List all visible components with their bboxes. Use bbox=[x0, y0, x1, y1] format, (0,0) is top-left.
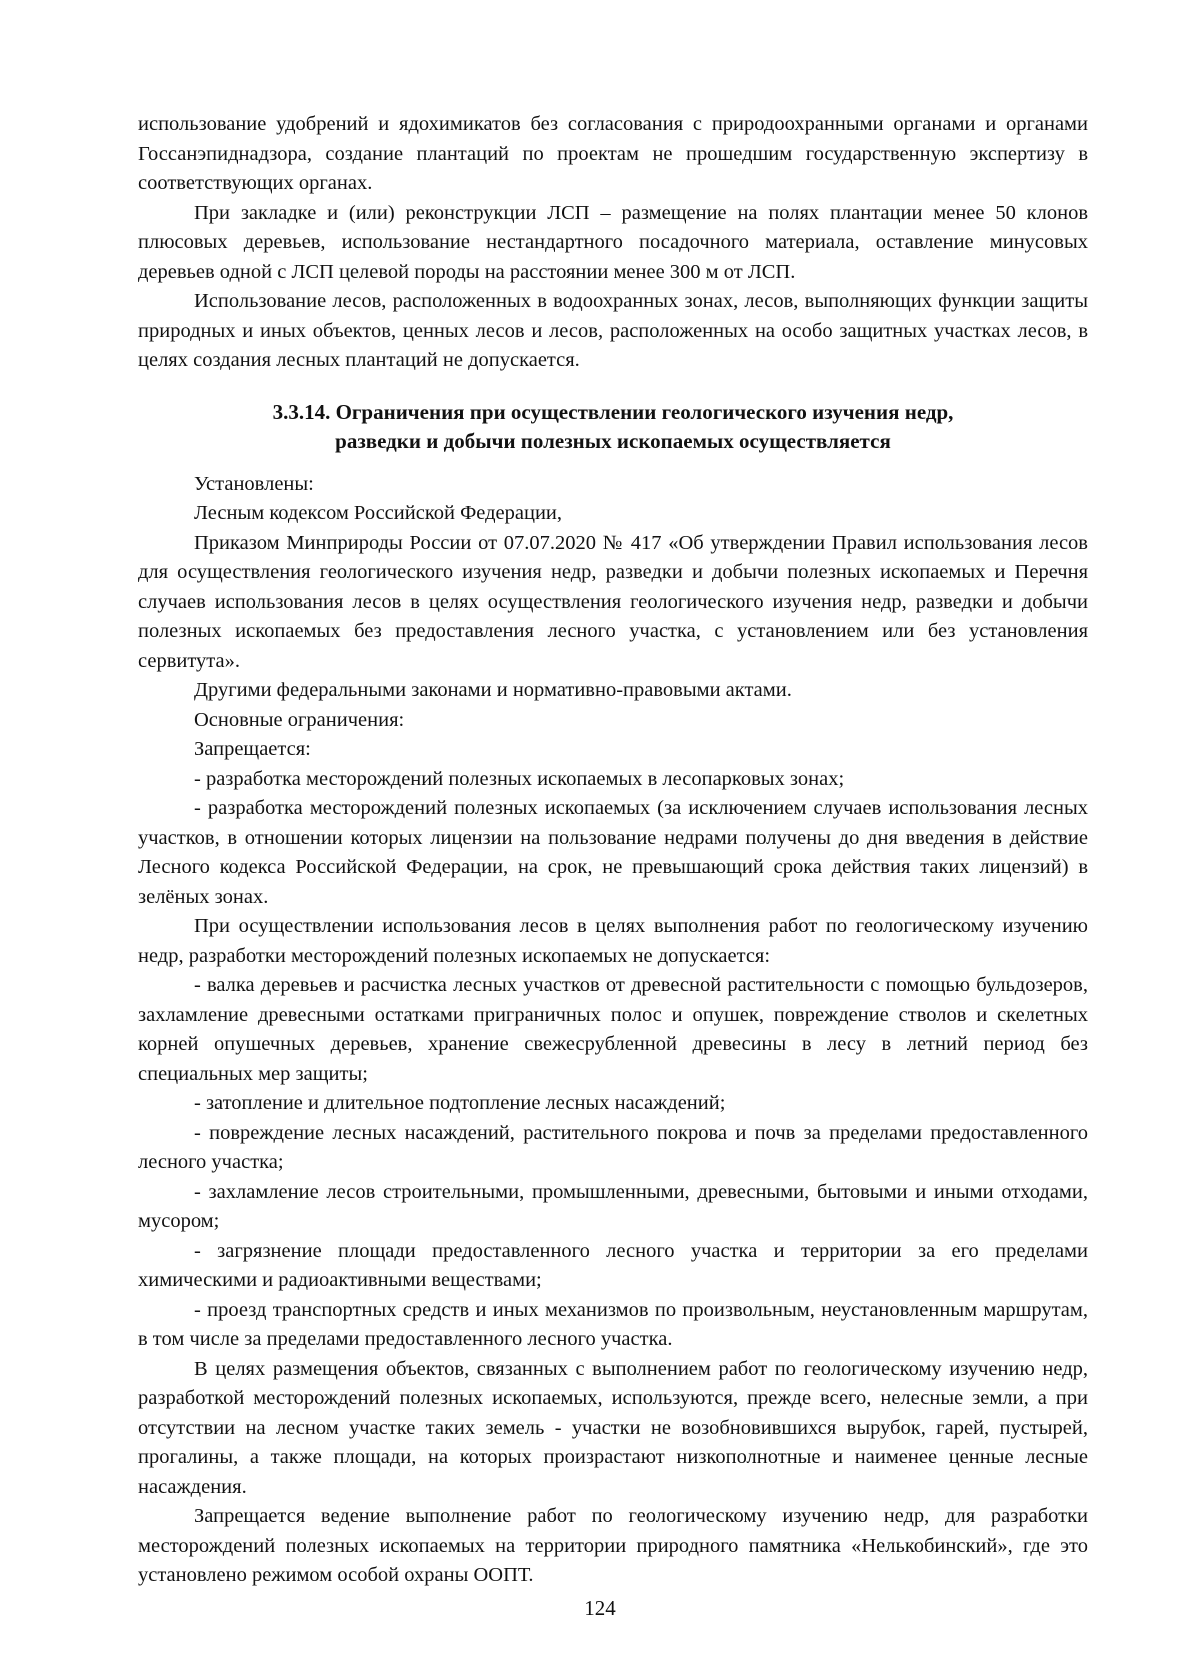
section-heading-line-2: разведки и добычи полезных ископаемых осуществляется bbox=[335, 428, 891, 453]
body-paragraph: Другими федеральными законами и нормативно-правовыми актами. bbox=[194, 679, 792, 701]
list-item: - затопление и длительное подтопление лесных насаждений; bbox=[194, 1092, 726, 1114]
page-number: 124 bbox=[584, 1596, 616, 1620]
section-heading-line-1: 3.3.14. Ограничения при осуществлении геологического изучения недр, bbox=[272, 399, 954, 424]
list-item: - разработка месторождений полезных ископаемых (за исключением случаев использования лесных участков, в отношении которых лицензии на пользование недрами получены до дня введения в действие Лесного кодекса Российской Федерации, на срок, не превышающий срока действия таких лицензий) в зелёных зонах. bbox=[138, 797, 1088, 908]
body-paragraph: Лесным кодексом Российской Федерации, bbox=[194, 502, 563, 524]
body-paragraph: Запрещается: bbox=[194, 738, 311, 760]
list-item: - проезд транспортных средств и иных механизмов по произвольным, неустановленным маршрутам, в том числе за пределами предоставленного лесного участка. bbox=[138, 1298, 1088, 1350]
list-item: - валка деревьев и расчистка лесных участков от древесной растительности с помощью бульдозеров, захламление древесными остатками приграничных полос и опушек, повреждение стволов и скелетных корней опушечных деревьев, хранение свежесрубленной древесины в лесу в летний период без специальных мер защиты; bbox=[138, 974, 1088, 1085]
list-item: - захламление лесов строительными, промышленными, древесными, бытовыми и иными отходами, мусором; bbox=[138, 1180, 1088, 1232]
body-paragraph: Запрещается ведение выполнение работ по геологическому изучению недр, для разработки месторождений полезных ископаемых на территории природного памятника «Нелькобинский», где это установлено режимом особой охраны ООПТ. bbox=[138, 1505, 1088, 1586]
intro-paragraph: Использование лесов, расположенных в водоохранных зонах, лесов, выполняющих функции защиты природных и иных объектов, ценных лесов и лесов, расположенных на особо защитных участках лесов, в целях создания лесных плантаций не допускается. bbox=[138, 290, 1088, 371]
body-paragraph: Основные ограничения: bbox=[194, 708, 405, 731]
body-paragraph: Приказом Минприроды России от 07.07.2020 № 417 «Об утверждении Правил использования лесов для осуществления геологического изучения недр, разведки и добычи полезных ископаемых и Перечня случаев использования лесов в целях осуществления геологического изучения недр, разведки и добычи полезных ископаемых без предоставления лесного участка, с установлением или без установления сервитута». bbox=[138, 531, 1088, 672]
body-paragraph: В целях размещения объектов, связанных с выполнением работ по геологическому изучению недр, разработкой месторождений полезных ископаемых, используются, прежде всего, нелесные земли, а при отсутствии на лесном участке таких земель - участки не возобновившихся вырубок, гарей, пустырей, прогалины, а также площади, на которых произрастают низкополнотные и наименее ценные лесные насаждения. bbox=[138, 1357, 1088, 1498]
intro-paragraph: При закладке и (или) реконструкции ЛСП – размещение на полях плантации менее 50 клонов плюсовых деревьев, использование нестандартного посадочного материала, оставление минусовых деревьев одной с ЛСП целевой породы на расстоянии менее 300 м от ЛСП. bbox=[138, 201, 1088, 283]
section-heading bbox=[138, 398, 1088, 456]
list-item: - разработка месторождений полезных ископаемых в лесопарковых зонах; bbox=[194, 767, 845, 790]
body-paragraph: Установлены: bbox=[194, 472, 314, 495]
page-content bbox=[138, 110, 1088, 1591]
intro-paragraph: использование удобрений и ядохимикатов без согласования с природоохранными органами и органами Госсанэпиднадзора, создание плантаций по проектам не прошедшим государственную экспертизу в соответствующих органах. bbox=[138, 113, 1088, 194]
body-paragraph: При осуществлении использования лесов в целях выполнения работ по геологическому изучению недр, разработки месторождений полезных ископаемых не допускается: bbox=[138, 915, 1088, 967]
list-item: - загрязнение площади предоставленного лесного участка и территории за его пределами химическими и радиоактивными веществами; bbox=[138, 1239, 1088, 1291]
list-item: - повреждение лесных насаждений, растительного покрова и почв за пределами предоставленного лесного участка; bbox=[138, 1121, 1088, 1173]
